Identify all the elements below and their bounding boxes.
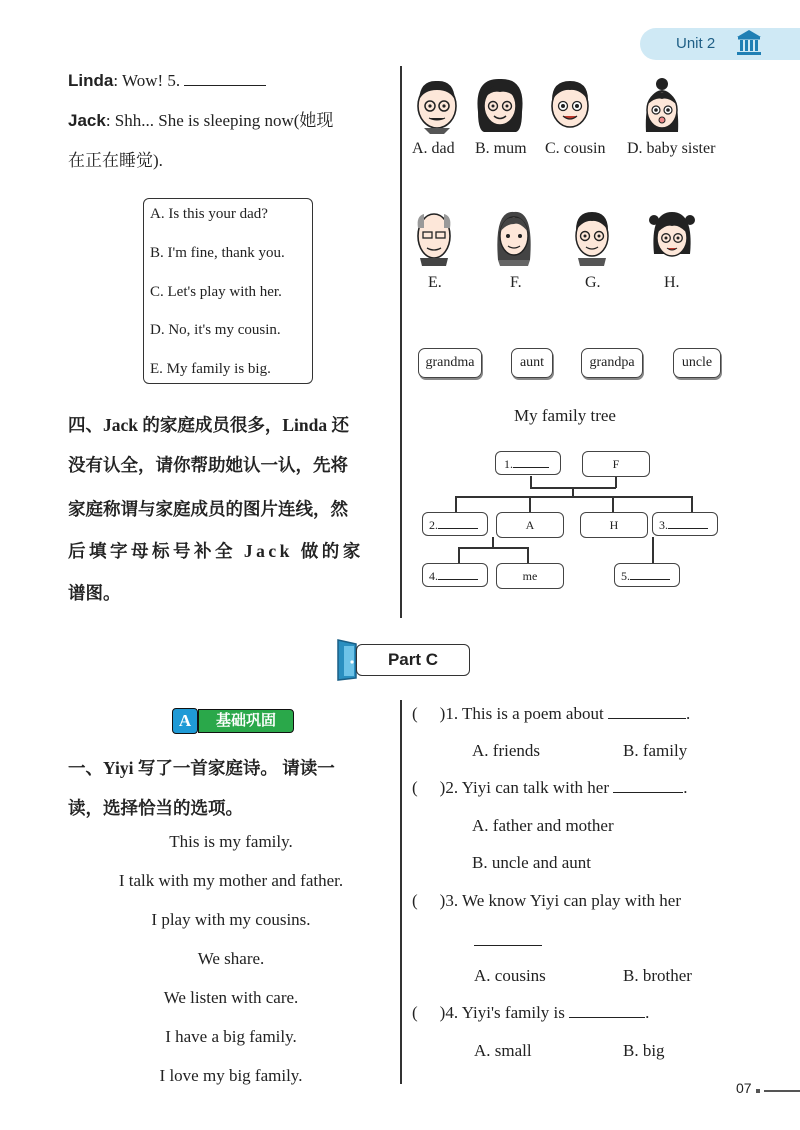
mum-face-icon: [477, 79, 522, 132]
poem-line: I have a big family.: [165, 1027, 297, 1046]
faces-row-2: [410, 202, 710, 268]
tree-line: [691, 496, 693, 512]
label-mum: B. mum: [475, 140, 527, 157]
tree-line: [529, 496, 531, 512]
building-icon: [734, 27, 764, 57]
poem-line: We share.: [197, 949, 265, 968]
unit-label: Unit 2: [676, 35, 716, 52]
q1-option-a[interactable]: A. friends: [472, 741, 540, 760]
tree-box-1[interactable]: 1.: [495, 451, 561, 475]
tree-line: [527, 547, 529, 563]
label-baby-sister: D. baby sister: [627, 140, 716, 157]
tree-box-4[interactable]: 4.: [422, 563, 488, 587]
tree-line: [458, 547, 528, 549]
choice-a: A. Is this your dad?: [150, 206, 268, 222]
label-h: H.: [664, 274, 680, 291]
section4-line3: 家庭称谓与家庭成员的图片连线，然: [68, 499, 348, 519]
column-divider-bottom: [400, 700, 402, 1084]
word-aunt[interactable]: aunt: [511, 348, 553, 378]
tree-box-f: F: [582, 451, 650, 477]
tree-box-5[interactable]: 5.: [614, 563, 680, 587]
question-4: ( )4. Yiyi's family is .: [412, 1003, 650, 1022]
q4-option-a[interactable]: A. small: [474, 1041, 532, 1060]
poem: [68, 832, 394, 1105]
part-c-title: Part C: [356, 644, 470, 676]
choice-b: B. I'm fine, thank you.: [150, 245, 285, 261]
word-grandpa[interactable]: grandpa: [581, 348, 643, 378]
q3-option-b[interactable]: B. brother: [623, 966, 692, 985]
jack-line: Jack: Shh... She is sleeping now(她现: [68, 111, 334, 130]
label-cousin: C. cousin: [545, 140, 606, 157]
label-dad: A. dad: [412, 140, 455, 157]
cousin-girl-face-icon: [649, 212, 695, 256]
blank[interactable]: [438, 528, 478, 529]
section1-line1: 一、Yiyi 写了一首家庭诗。 请读一: [68, 758, 335, 778]
page-dot: [756, 1089, 760, 1093]
word-grandma[interactable]: grandma: [418, 348, 482, 378]
word-uncle[interactable]: uncle: [673, 348, 721, 378]
q2-option-b[interactable]: B. uncle and aunt: [472, 853, 591, 872]
tree-line: [458, 547, 460, 563]
tree-line: [455, 496, 457, 512]
jack-line-cont: 在正在睡觉).: [68, 151, 163, 170]
choice-e: E. My family is big.: [150, 361, 271, 377]
poem-line: I talk with my mother and father.: [118, 871, 344, 890]
tree-line: [612, 496, 614, 512]
label-f: F.: [510, 274, 522, 291]
blank[interactable]: [668, 528, 708, 529]
tree-box-me: me: [496, 563, 564, 589]
poem-line: I play with my cousins.: [151, 910, 311, 929]
tree-box-a: A: [496, 512, 564, 538]
q1-option-b[interactable]: B. family: [623, 741, 688, 760]
tree-line: [455, 496, 692, 498]
column-divider-top: [400, 66, 402, 618]
label-e: E.: [428, 274, 442, 291]
choice-d: D. No, it's my cousin.: [150, 322, 281, 338]
q4-option-b[interactable]: B. big: [623, 1041, 665, 1060]
section-a-letter: A: [172, 708, 198, 734]
section4-line5: 谱图。: [68, 583, 121, 603]
page-rule: [764, 1090, 800, 1092]
page-number: 07: [736, 1080, 752, 1096]
blank[interactable]: [438, 579, 478, 580]
blank[interactable]: [613, 792, 683, 793]
tree-line: [652, 537, 654, 563]
tree-title: My family tree: [514, 406, 616, 425]
q3-option-a[interactable]: A. cousins: [474, 966, 546, 985]
poem-line: We listen with care.: [163, 988, 299, 1007]
linda-line: Linda: Wow! 5.: [68, 72, 266, 89]
section4-line4: 后填字母标号补全 Jack 做的家: [68, 541, 364, 561]
answer-blank-5[interactable]: [184, 85, 266, 86]
unit-tab: [640, 28, 800, 60]
faces-row-1: [410, 72, 750, 136]
q2-option-a[interactable]: A. father and mother: [472, 816, 614, 835]
cousin-face-icon: [552, 81, 588, 127]
poem-line: I love my big family.: [159, 1066, 303, 1085]
grandpa-face-icon: [418, 214, 451, 266]
baby-sister-face-icon: [646, 78, 678, 132]
question-2: ( )2. Yiyi can talk with her .: [412, 778, 688, 797]
aunt-face-icon: [497, 212, 530, 266]
section-a-label: 基础巩固: [198, 709, 294, 733]
uncle-face-icon: [576, 212, 608, 266]
poem-line: This is my family.: [169, 832, 293, 851]
choice-c: C. Let's play with her.: [150, 284, 282, 300]
blank[interactable]: [569, 1017, 645, 1018]
section4-line2: 没有认全，请你帮助她认一认，先将: [68, 455, 348, 475]
q3-blank[interactable]: [474, 945, 542, 946]
question-3: ( )3. We know Yiyi can play with her: [412, 891, 681, 910]
tree-box-2[interactable]: 2.: [422, 512, 488, 536]
blank[interactable]: [630, 579, 670, 580]
blank[interactable]: [608, 718, 686, 719]
question-1: ( )1. This is a poem about .: [412, 704, 691, 723]
section4-line1: 四、Jack 的家庭成员很多，Linda 还: [68, 415, 349, 435]
blank[interactable]: [513, 467, 549, 468]
label-g: G.: [585, 274, 601, 291]
tree-box-3[interactable]: 3.: [652, 512, 718, 536]
section1-line2: 读，选择恰当的选项。: [68, 798, 243, 818]
tree-box-h: H: [580, 512, 648, 538]
dad-face-icon: [418, 81, 456, 134]
